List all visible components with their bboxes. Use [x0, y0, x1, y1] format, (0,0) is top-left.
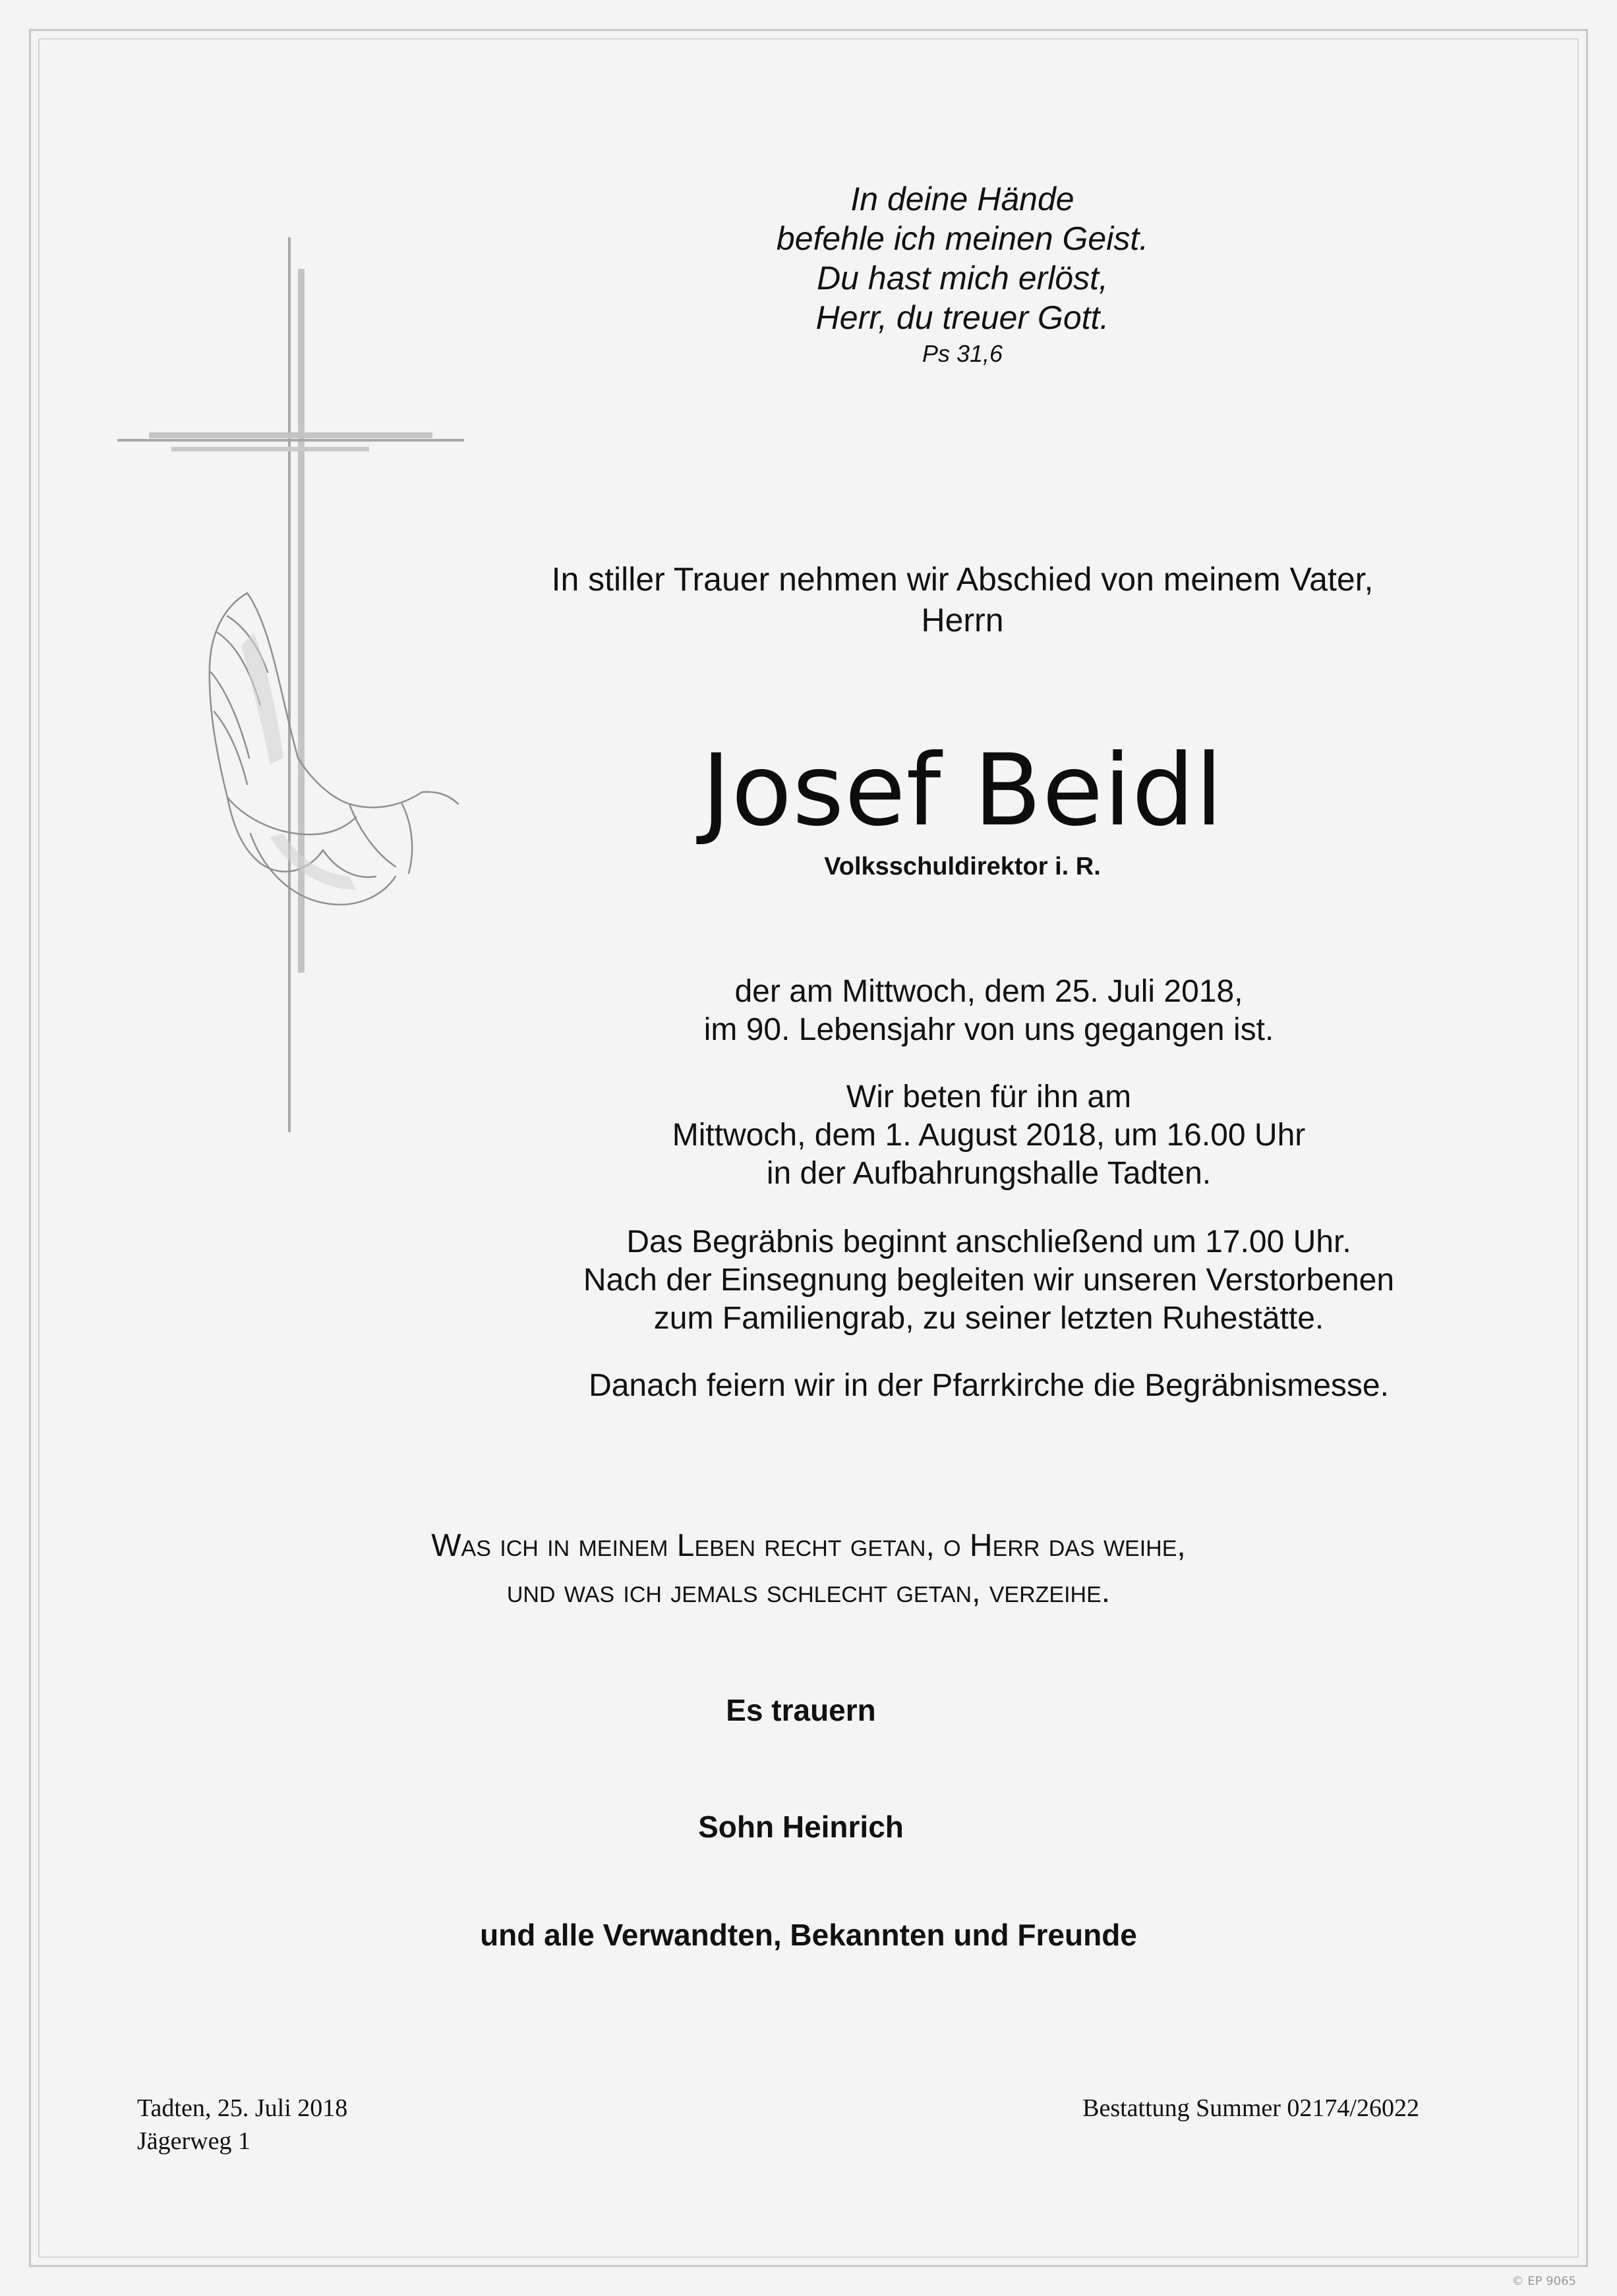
saying-line-1: Was ich in meinem Leben recht getan, o Herr das weihe, [431, 1528, 1186, 1563]
verse-line-4: Herr, du treuer Gott. [815, 299, 1109, 336]
deceased-title: Volksschuldirektor i. R. [824, 853, 1101, 880]
psalm-verse [659, 179, 1266, 370]
detail-line: im 90. Lebensjahr von uns gegangen ist. [703, 1012, 1274, 1047]
footer-place-date: Tadten, 25. Juli 2018 [137, 2094, 348, 2122]
detail-line: Das Begräbnis beginnt anschließend um 17.00 Uhr. [626, 1224, 1351, 1259]
detail-line: Mittwoch, dem 1. August 2018, um 16.00 Uhr [672, 1118, 1306, 1153]
detail-line: der am Mittwoch, dem 25. Juli 2018, [734, 974, 1243, 1009]
cross-horizontal-shadow-2 [171, 447, 369, 451]
verse-reference: Ps 31,6 [922, 340, 1003, 367]
detail-line: in der Aufbahrungshalle Tadten. [766, 1156, 1212, 1191]
detail-line: Danach feiern wir in der Pfarrkirche die Begräbnismesse. [589, 1368, 1389, 1403]
cross-horizontal-shadow [149, 432, 432, 438]
verse-line-1: In deine Hände [850, 181, 1074, 217]
mourners-others: und alle Verwandten, Bekannten und Freunde [480, 1918, 1137, 1952]
mourner-son: Sohn Heinrich [698, 1810, 904, 1844]
footer-left [137, 2092, 347, 2158]
detail-line: Wir beten für ihn am [846, 1079, 1132, 1114]
cross-horizontal-bar [117, 439, 464, 442]
mourners-heading: Es trauern [726, 1693, 876, 1727]
saying-line-2: und was ich jemals schlecht getan, verzeihe. [506, 1574, 1111, 1609]
burial-block [422, 1223, 1556, 1338]
detail-line: zum Familiengrab, zu seiner letzten Ruhestätte. [653, 1301, 1324, 1336]
verse-line-2: befehle ich meinen Geist. [776, 220, 1149, 257]
footer-address: Jägerweg 1 [137, 2127, 250, 2155]
death-notice-block [422, 973, 1556, 1049]
intro-line-2: Herrn [921, 602, 1004, 639]
footer-funeral-home: Bestattung Summer 02174/26022 [1082, 2094, 1419, 2122]
detail-line: Nach der Einsegnung begleiten wir unseren Verstorbenen [583, 1263, 1395, 1298]
mass-block [422, 1367, 1556, 1405]
intro-text [422, 559, 1503, 641]
intro-line-1: In stiller Trauer nehmen wir Abschied von meinem Vater, [551, 561, 1374, 598]
cross-vertical-bar [288, 237, 291, 1132]
deceased-name: Josef Beidl [701, 733, 1223, 848]
praying-hands-drawing [210, 593, 458, 905]
print-code: © EP 9065 [1512, 2274, 1576, 2288]
prayer-block [422, 1078, 1556, 1193]
verse-line-3: Du hast mich erlöst, [817, 260, 1108, 297]
